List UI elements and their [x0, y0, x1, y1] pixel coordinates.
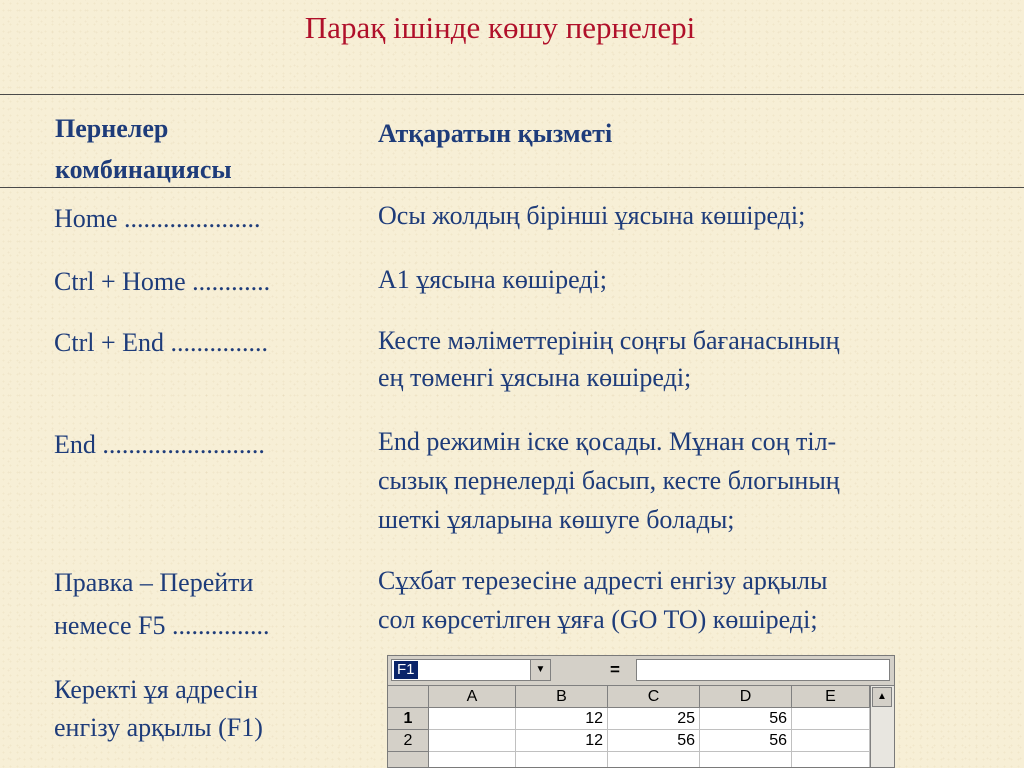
column-header-c[interactable]: C — [608, 686, 700, 708]
name-box[interactable] — [391, 659, 551, 681]
table-top-rule — [0, 94, 1024, 95]
row-goto-keys-line2: немесе F5 ............... — [54, 611, 270, 640]
row-goto-keys-line1: Правка – Перейти — [54, 568, 254, 597]
column-header-e[interactable]: E — [792, 686, 870, 708]
cell-d3[interactable] — [700, 752, 792, 768]
row-header-1[interactable]: 1 — [388, 708, 429, 730]
row-ctrl-end-keys: Ctrl + End ............... — [54, 328, 268, 357]
page-title: Парақ ішінде көшу пернелері — [304, 10, 696, 45]
header-description: Атқаратын қызметі — [378, 119, 613, 148]
cell-b2[interactable]: 12 — [516, 730, 608, 752]
cell-c1[interactable]: 25 — [608, 708, 700, 730]
row-home-description: Осы жолдың бірінші ұясына көшіреді; — [378, 201, 806, 230]
row-end-description-line2: сызық пернелерді басып, кесте блогының — [378, 466, 840, 495]
table-header-rule — [0, 187, 1024, 188]
row-end-description-line1: End режимін іске қосады. Мұнан соң тіл- — [378, 427, 837, 456]
cell-e1[interactable] — [792, 708, 870, 730]
arrow-up-icon[interactable]: ▲ — [872, 687, 892, 707]
cell-e2[interactable] — [792, 730, 870, 752]
cell-d1[interactable]: 56 — [700, 708, 792, 730]
spreadsheet-preview — [387, 655, 895, 768]
row-end-keys: End ......................... — [54, 430, 265, 459]
row-ctrl-end-description-line2: ең төменгі ұясына көшіреді; — [378, 363, 692, 392]
row-address-keys-line1: Керекті ұя адресін — [54, 675, 258, 704]
column-header-d[interactable]: D — [700, 686, 792, 708]
cell-d2[interactable]: 56 — [700, 730, 792, 752]
name-box-value: F1 — [394, 661, 418, 679]
row-end-description-line3: шеткі ұяларына көшуге болады; — [378, 505, 735, 534]
header-keys: Пернелер комбинациясы — [55, 114, 232, 184]
cell-a3[interactable] — [429, 752, 516, 768]
cell-e3[interactable] — [792, 752, 870, 768]
cell-c3[interactable] — [608, 752, 700, 768]
cell-b3[interactable] — [516, 752, 608, 768]
cell-b1[interactable]: 12 — [516, 708, 608, 730]
cell-a2[interactable] — [429, 730, 516, 752]
row-ctrl-end-description-line1: Кесте мәліметтерінің соңғы бағанасының — [378, 326, 840, 355]
formula-bar — [388, 656, 895, 686]
row-ctrl-home-keys: Ctrl + Home ............ — [54, 267, 271, 296]
row-header-2[interactable]: 2 — [388, 730, 429, 752]
row-home-keys: Home ..................... — [54, 204, 261, 233]
vertical-scrollbar[interactable] — [870, 686, 894, 768]
row-header-3[interactable] — [388, 752, 429, 768]
chevron-down-icon[interactable]: ▼ — [530, 660, 550, 680]
cell-a1[interactable] — [429, 708, 516, 730]
select-all-corner[interactable] — [388, 686, 429, 708]
cell-c2[interactable]: 56 — [608, 730, 700, 752]
row-goto-description-line2: сол көрсетілген ұяға (GO TO) көшіреді; — [378, 605, 818, 634]
row-address-keys-line2: енгізу арқылы (F1) — [54, 713, 263, 742]
row-goto-description-line1: Сұхбат терезесіне адресті енгізу арқылы — [378, 566, 828, 595]
column-header-a[interactable]: A — [429, 686, 516, 708]
column-header-b[interactable]: B — [516, 686, 608, 708]
formula-sign: = — [610, 660, 620, 679]
row-ctrl-home-description: А1 ұясына көшіреді; — [378, 265, 607, 294]
formula-input[interactable] — [636, 659, 890, 681]
